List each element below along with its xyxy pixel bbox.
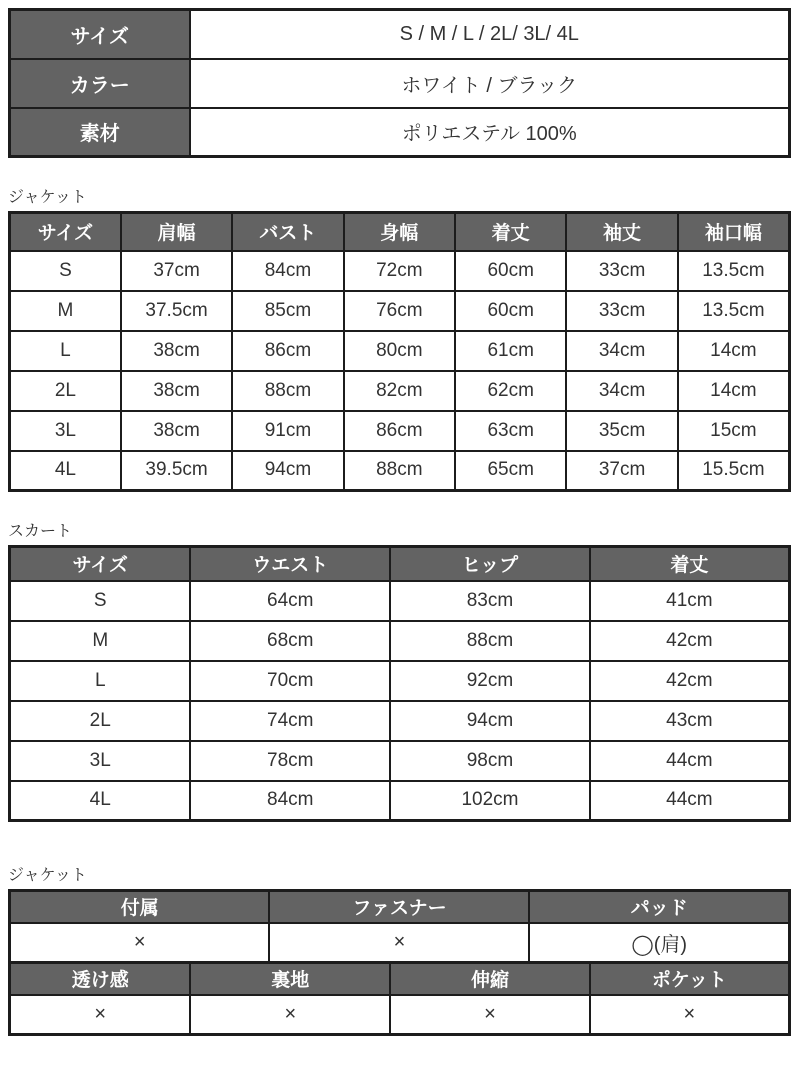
measurement-cell: 64cm [190,581,390,621]
column-header-cell: 着丈 [590,547,790,581]
measurement-cell: 41cm [590,581,790,621]
row-header-material: 素材 [10,108,190,157]
measurement-cell: 83cm [390,581,590,621]
measurement-cell: 63cm [455,411,566,451]
measurement-cell: 38cm [121,371,232,411]
table-row [10,108,790,157]
table-row [10,701,790,741]
column-header-cell: 着丈 [455,213,566,251]
table-row [10,661,790,701]
measurement-cell: 60cm [455,291,566,331]
value-cell: × [269,923,529,963]
measurement-cell: 34cm [566,331,677,371]
color-options-value: ホワイト / ブラック [190,59,790,108]
table-row [10,781,790,821]
measurement-cell: 86cm [344,411,455,451]
value-cell: ◯(肩) [529,923,789,963]
size-label-cell: M [10,291,121,331]
row-header-color: カラー [10,59,190,108]
table-row [10,451,790,491]
column-header-cell: 付属 [10,891,270,923]
size-label-cell: 4L [10,781,191,821]
size-label-cell: S [10,581,191,621]
table-row [10,291,790,331]
section-label-jacket-details: ジャケット [8,867,87,884]
jacket-size-table [8,211,791,492]
measurement-cell: 60cm [455,251,566,291]
measurement-cell: 15cm [678,411,790,451]
measurement-cell: 44cm [590,781,790,821]
table-row [10,581,790,621]
value-cell: × [590,995,790,1035]
section-label-jacket: ジャケット [8,189,87,206]
value-cell: × [190,995,390,1035]
measurement-cell: 102cm [390,781,590,821]
column-header-cell: 伸縮 [390,963,590,995]
column-header-cell: 袖口幅 [678,213,790,251]
measurement-cell: 37.5cm [121,291,232,331]
value-cell: × [390,995,590,1035]
size-label-cell: S [10,251,121,291]
measurement-cell: 88cm [232,371,343,411]
measurement-cell: 94cm [232,451,343,491]
measurement-cell: 70cm [190,661,390,701]
measurement-cell: 15.5cm [678,451,790,491]
column-header-cell: パッド [529,891,789,923]
skirt-table-body [10,581,790,821]
measurement-cell: 88cm [390,621,590,661]
measurement-cell: 80cm [344,331,455,371]
row-header-size: サイズ [10,10,190,59]
measurement-cell: 84cm [190,781,390,821]
size-label-cell: L [10,331,121,371]
size-label-cell: 2L [10,371,121,411]
measurement-cell: 42cm [590,621,790,661]
value-cell: × [10,995,191,1035]
column-header-cell: 袖丈 [566,213,677,251]
table-row [10,59,790,108]
size-label-cell: M [10,621,191,661]
column-header-cell: バスト [232,213,343,251]
header-row [10,213,790,251]
column-header-cell: ヒップ [390,547,590,581]
measurement-cell: 86cm [232,331,343,371]
measurement-cell: 14cm [678,331,790,371]
table-row [10,371,790,411]
column-header-cell: サイズ [10,213,121,251]
material-value: ポリエステル 100% [190,108,790,157]
table-row [10,741,790,781]
measurement-cell: 13.5cm [678,291,790,331]
measurement-cell: 33cm [566,291,677,331]
measurement-cell: 35cm [566,411,677,451]
product-spec-table [8,8,791,158]
jacket-details-table-top [8,889,791,964]
size-label-cell: 2L [10,701,191,741]
jacket-details-table-bottom [8,961,791,1036]
measurement-cell: 78cm [190,741,390,781]
measurement-cell: 92cm [390,661,590,701]
measurement-cell: 85cm [232,291,343,331]
section-label-skirt: スカート [8,523,73,540]
measurement-cell: 37cm [121,251,232,291]
skirt-size-table [8,545,791,822]
measurement-cell: 72cm [344,251,455,291]
measurement-cell: 88cm [344,451,455,491]
header-row [10,963,790,995]
measurement-cell: 65cm [455,451,566,491]
measurement-cell: 34cm [566,371,677,411]
table-row [10,621,790,661]
value-cell: × [10,923,270,963]
size-label-cell: 3L [10,741,191,781]
measurement-cell: 76cm [344,291,455,331]
measurement-cell: 74cm [190,701,390,741]
column-header-cell: 裏地 [190,963,390,995]
measurement-cell: 68cm [190,621,390,661]
column-header-cell: 肩幅 [121,213,232,251]
column-header-cell: ウエスト [190,547,390,581]
column-header-cell: ファスナー [269,891,529,923]
size-label-cell: 4L [10,451,121,491]
table-row [10,923,790,963]
jacket-table-body [10,251,790,491]
table-row [10,995,790,1035]
size-label-cell: L [10,661,191,701]
measurement-cell: 84cm [232,251,343,291]
measurement-cell: 38cm [121,331,232,371]
measurement-cell: 44cm [590,741,790,781]
header-row [10,891,790,923]
table-row [10,251,790,291]
size-options-value: S / M / L / 2L/ 3L/ 4L [190,10,790,59]
measurement-cell: 62cm [455,371,566,411]
size-label-cell: 3L [10,411,121,451]
measurement-cell: 61cm [455,331,566,371]
column-header-cell: ポケット [590,963,790,995]
measurement-cell: 43cm [590,701,790,741]
table-row [10,411,790,451]
measurement-cell: 37cm [566,451,677,491]
column-header-cell: 身幅 [344,213,455,251]
column-header-cell: サイズ [10,547,191,581]
column-header-cell: 透け感 [10,963,191,995]
measurement-cell: 39.5cm [121,451,232,491]
measurement-cell: 94cm [390,701,590,741]
header-row [10,547,790,581]
table-row [10,331,790,371]
measurement-cell: 38cm [121,411,232,451]
measurement-cell: 42cm [590,661,790,701]
table-row [10,10,790,59]
measurement-cell: 13.5cm [678,251,790,291]
measurement-cell: 98cm [390,741,590,781]
measurement-cell: 82cm [344,371,455,411]
measurement-cell: 91cm [232,411,343,451]
measurement-cell: 33cm [566,251,677,291]
measurement-cell: 14cm [678,371,790,411]
